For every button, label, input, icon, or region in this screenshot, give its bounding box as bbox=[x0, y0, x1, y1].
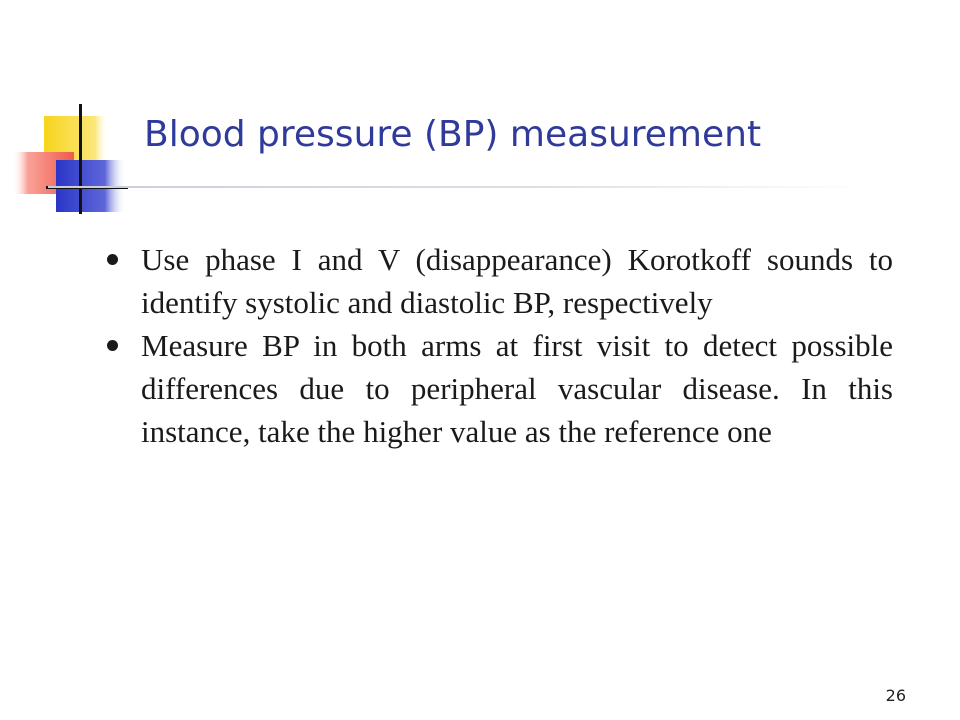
bullet-item bbox=[103, 324, 893, 453]
decorative-squares-logo bbox=[0, 0, 140, 230]
logo-vertical-line bbox=[79, 104, 82, 214]
slide-title: Blood pressure (BP) measurement bbox=[144, 114, 762, 155]
bullet-dot-icon bbox=[107, 340, 118, 351]
bullet-text: Measure BP in both arms at first visit to detect possible differences due to peripheral vascular disease. In this instance, take the higher value as the reference one bbox=[141, 328, 893, 449]
bullet-dot-icon bbox=[107, 254, 118, 265]
bullet-list bbox=[103, 238, 893, 453]
page-number: 26 bbox=[885, 686, 906, 705]
bullet-item bbox=[103, 238, 893, 324]
bullet-text: Use phase I and V (disappearance) Korotkoff sounds to identify systolic and diastolic BP, respectively bbox=[141, 242, 893, 320]
title-underline-rule bbox=[48, 186, 868, 188]
